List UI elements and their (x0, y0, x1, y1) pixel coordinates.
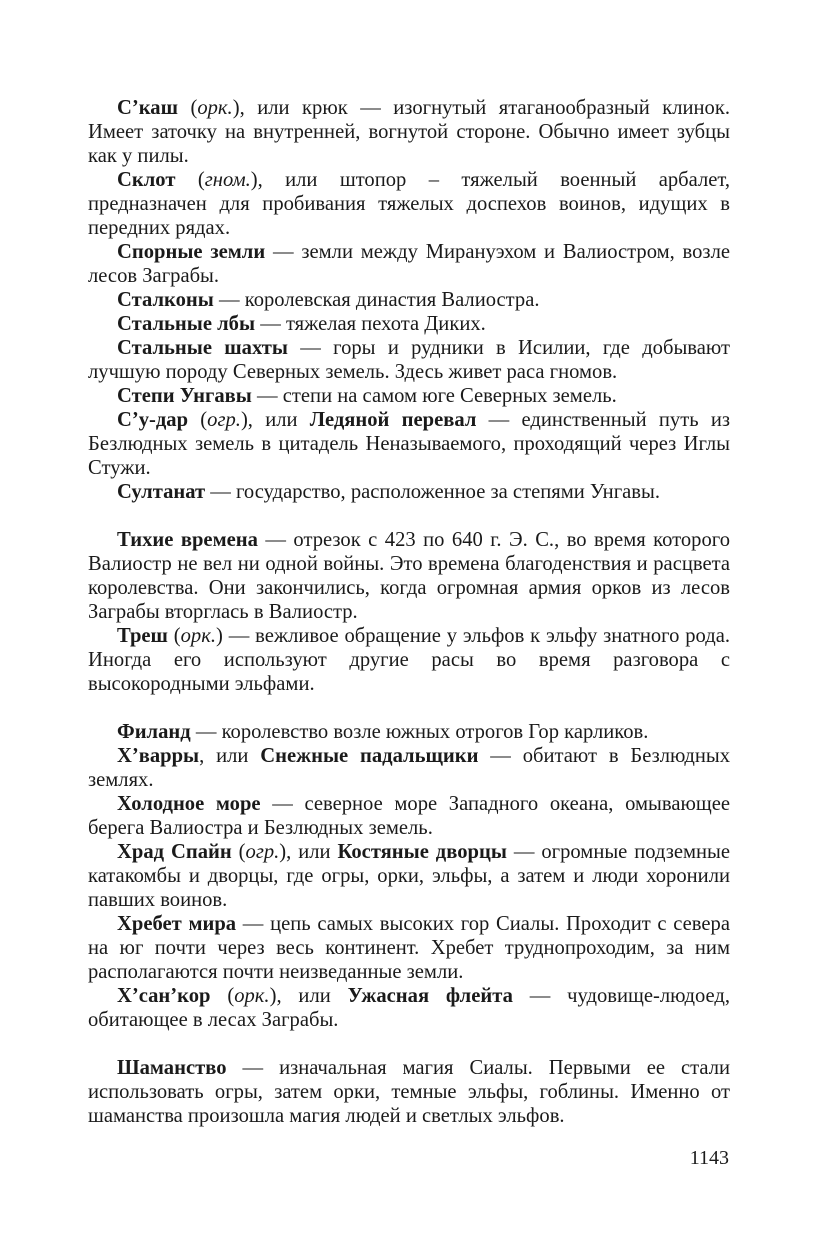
entry-text: ( (188, 409, 208, 431)
glossary-entry (88, 288, 730, 312)
entry-text: — королевство возле южных отрогов Гор карликов. (190, 721, 649, 743)
entry-text: ( (175, 169, 205, 191)
glossary-entry (88, 336, 730, 384)
entry-text: ), или (279, 841, 338, 863)
entry-text: — королевская династия Валиостра. (213, 289, 540, 311)
glossary-entry (88, 96, 730, 168)
entry-language-tag: гном. (204, 169, 251, 191)
entry-term: Сталконы (117, 289, 214, 311)
entry-text: — цепь самых высоких гор Сиалы. Проходит с севера на юг почти через весь континент. Хребет труднопроходим, за ним располагаются почти неизведанные земли. (88, 913, 730, 983)
entry-text: ( (177, 97, 198, 119)
glossary-page (88, 96, 730, 1128)
entry-language-tag: огр. (207, 409, 241, 431)
entry-text: — государство, расположенное за степями Унгавы. (205, 481, 660, 503)
entry-text: — огромные подземные катакомбы и дворцы, где огры, орки, эльфы, а затем и люди хоронили павших воинов. (88, 841, 730, 911)
entry-term: Степи Унгавы (117, 385, 252, 407)
entry-term: Костяные дворцы (337, 841, 507, 863)
glossary-entry (88, 744, 730, 792)
entry-term: Снежные падальщики (260, 745, 479, 767)
entry-text: ( (167, 625, 181, 647)
entry-term: С’у-дар (117, 409, 189, 431)
glossary-entry (88, 240, 730, 288)
entry-term: Стальные шахты (117, 337, 288, 359)
entry-text: — земли между Мирануэхом и Валиостром, возле лесов Заграбы. (88, 241, 730, 287)
entry-text: — отрезок с 423 по 640 г. Э. С., во время которого Валиостр не вел ни одной войны. Это времена благоденствия и расцвета королевства. Они закончились, когда огромная армия орков из лесов Заграбы вторглась в Валиостр. (88, 529, 730, 623)
glossary-entry (88, 840, 730, 912)
entry-text: — обитают в Безлюдных землях. (88, 745, 731, 791)
entry-text: ), или (269, 985, 348, 1007)
entry-text: ( (231, 841, 246, 863)
entry-text: ) — вежливое обращение у эльфов к эльфу знатного рода. Иногда его используют другие расы во время разговора с высокородными эльфами. (88, 625, 730, 695)
entry-term: Ужасная флейта (347, 985, 513, 1007)
entry-term: Х’варры (117, 745, 200, 767)
entry-text: — единственный путь из Безлюдных земель в цитадель Неназываемого, проходящий через Иглы Стужи. (88, 409, 731, 479)
entry-language-tag: орк. (180, 625, 217, 647)
glossary-entry (88, 792, 730, 840)
entry-text: — степи на самом юге Северных земель. (251, 385, 617, 407)
entry-term: Треш (117, 625, 168, 647)
entry-term: С’каш (117, 97, 178, 119)
glossary-entry (88, 720, 730, 744)
entry-term: Султанат (117, 481, 206, 503)
glossary-entry (88, 312, 730, 336)
page-number: 1143 (689, 1147, 729, 1169)
entry-language-tag: огр. (245, 841, 280, 863)
entry-term: Храд Спайн (117, 841, 232, 863)
glossary-entry (88, 168, 730, 240)
section-gap (88, 504, 730, 528)
entry-text: — тяжелая пехота Диких. (255, 313, 486, 335)
entry-term: Холодное море (117, 793, 261, 815)
entry-term: Филанд (117, 721, 191, 743)
entry-term: Х’сан’кор (117, 985, 211, 1007)
glossary-entry (88, 480, 730, 504)
entry-language-tag: орк. (197, 97, 233, 119)
glossary-entry (88, 384, 730, 408)
entry-text: ( (210, 985, 235, 1007)
entry-text: — горы и рудники в Исилии, где добывают лучшую породу Северных земель. Здесь живет раса гномов. (88, 337, 730, 383)
entry-term: Хребет мира (117, 913, 237, 935)
section-gap (88, 1032, 730, 1056)
entry-text: — изначальная магия Сиалы. Первыми ее стали использовать огры, затем орки, темные эльфы, гоблины. Именно от шаманства произошла магия людей и светлых эльфов. (88, 1057, 730, 1127)
glossary-entry (88, 624, 730, 696)
glossary-entry (88, 528, 730, 624)
entry-term: Спорные земли (117, 241, 266, 263)
entry-text: , или (199, 745, 261, 767)
glossary-entry (88, 408, 730, 480)
glossary-entry (88, 1056, 730, 1128)
glossary-entry (88, 984, 730, 1032)
entry-term: Склот (117, 169, 176, 191)
entry-text: — северное море Западного океана, омывающее берега Валиостра и Безлюдных земель. (88, 793, 730, 839)
entry-text: ), или штопор – тяжелый военный арбалет, предназначен для пробивания тяжелых доспехов воинов, идущих в передних рядах. (88, 169, 730, 239)
entry-text: ), или крюк — изогнутый ятаганообразный клинок. Имеет заточку на внутренней, вогнутой стороне. Обычно имеет зубцы как у пилы. (88, 97, 730, 167)
entry-term: Ледяной перевал (309, 409, 477, 431)
entry-text: — чудовище-людоед, обитающее в лесах Заграбы. (88, 985, 730, 1031)
entry-term: Тихие времена (117, 529, 258, 551)
glossary-entry (88, 912, 730, 984)
entry-term: Шаманство (117, 1057, 227, 1079)
entry-language-tag: орк. (234, 985, 270, 1007)
entry-text: ), или (240, 409, 310, 431)
entry-term: Стальные лбы (117, 313, 256, 335)
section-gap (88, 696, 730, 720)
